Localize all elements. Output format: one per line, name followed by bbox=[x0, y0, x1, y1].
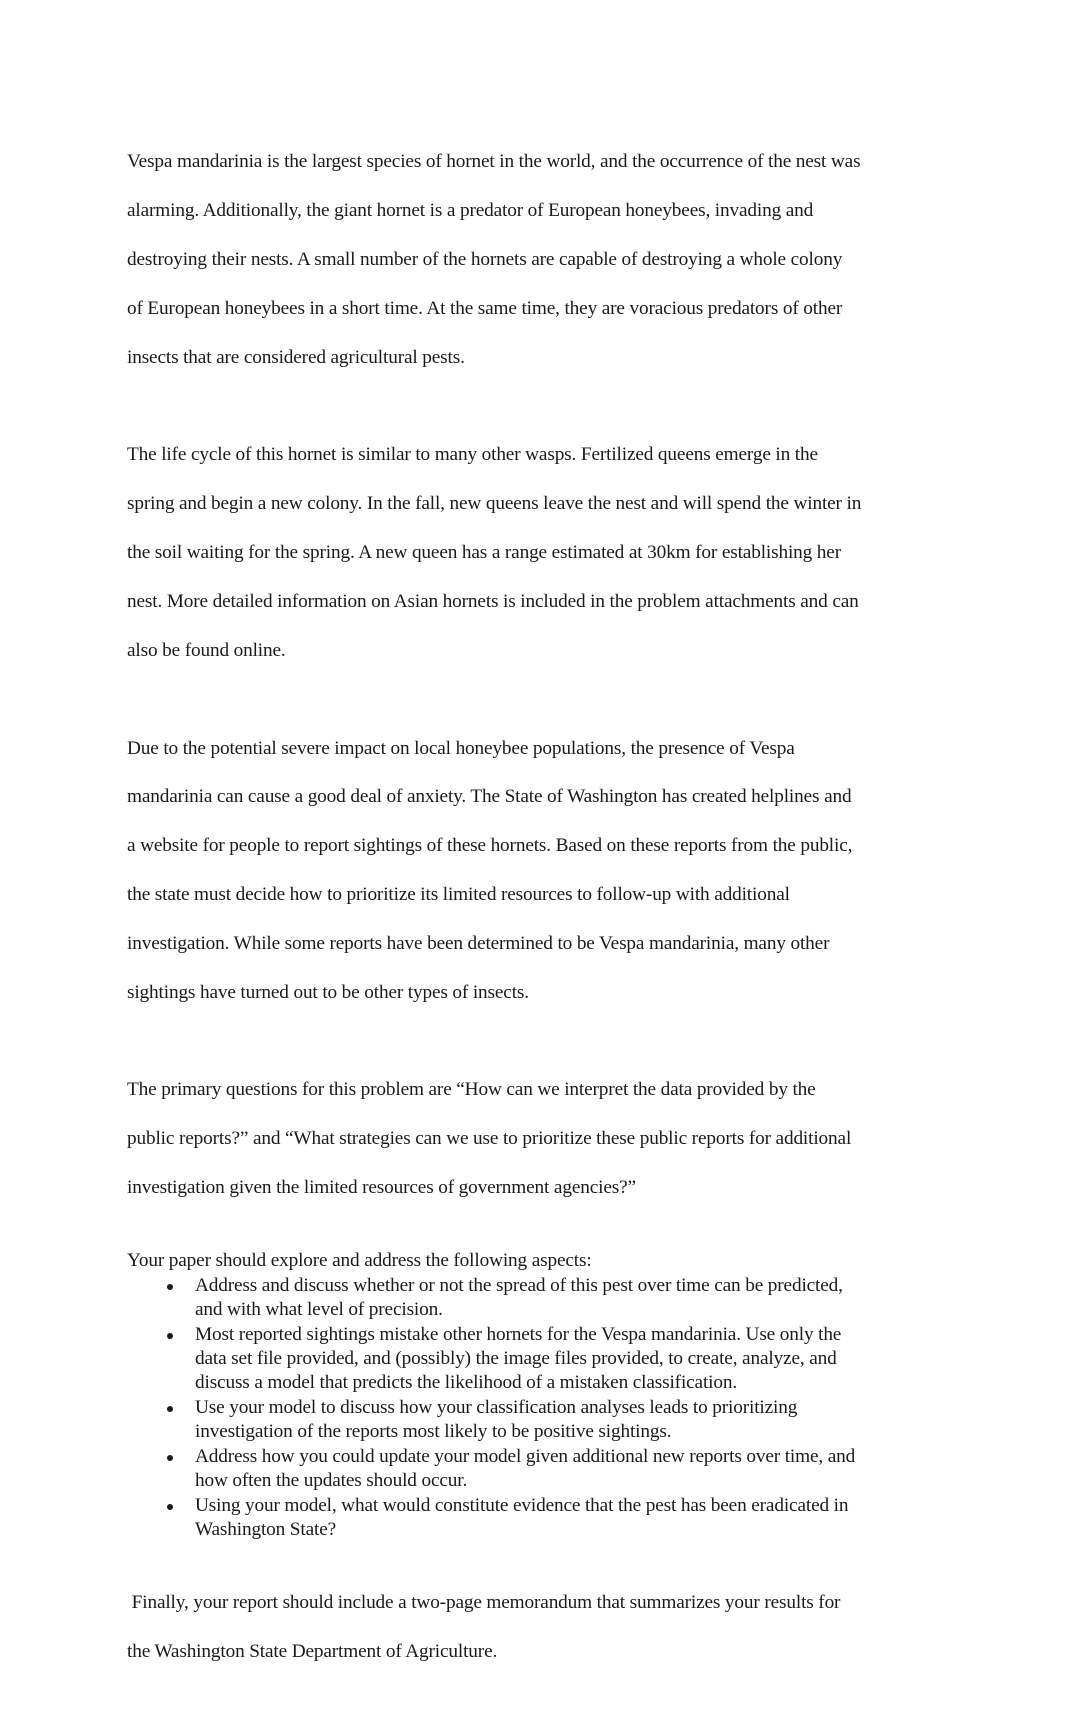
text-line: The primary questions for this problem are “How can we interpret the data provided by the bbox=[127, 1079, 816, 1101]
text-line: The life cycle of this hornet is similar to many other wasps. Fertilized queens emerge in the bbox=[127, 444, 818, 466]
text-line: Due to the potential severe impact on local honeybee populations, the presence of Vespa bbox=[127, 737, 795, 759]
text-line: Finally, your report should include a two-page memorandum that summarizes your results for bbox=[127, 1592, 841, 1614]
text-line: nest. More detailed information on Asian hornets is included in the problem attachments and can bbox=[127, 590, 859, 612]
list-item bbox=[127, 1494, 957, 1543]
text-line: data set file provided, and (possibly) the image files provided, to create, analyze, and bbox=[195, 1348, 837, 1370]
bullet-icon bbox=[167, 1504, 173, 1510]
text-line: spring and begin a new colony. In the fall, new queens leave the nest and will spend the winter in bbox=[127, 493, 862, 515]
bullet-icon bbox=[167, 1333, 173, 1339]
paragraph-closing bbox=[127, 1567, 957, 1689]
text-line: investigation of the reports most likely to be positive sightings. bbox=[195, 1421, 672, 1443]
text-line: sightings have turned out to be other types of insects. bbox=[127, 981, 529, 1003]
text-line: mandarinia can cause a good deal of anxiety. The State of Washington has created helplines and bbox=[127, 786, 852, 808]
text-line: discuss a model that predicts the likelihood of a mistaken classification. bbox=[195, 1372, 738, 1394]
text-line: Vespa mandarinia is the largest species of hornet in the world, and the occurrence of the nest was bbox=[127, 151, 861, 173]
text-line: the state must decide how to prioritize its limited resources to follow-up with additional bbox=[127, 883, 790, 905]
text-line: of European honeybees in a short time. At the same time, they are voracious predators of other bbox=[127, 297, 843, 319]
text-line: investigation given the limited resources of government agencies?” bbox=[127, 1177, 636, 1199]
list-item bbox=[127, 1445, 957, 1494]
text-line: Using your model, what would constitute evidence that the pest has been eradicated in bbox=[195, 1494, 849, 1516]
list-item bbox=[127, 1274, 957, 1323]
list-item bbox=[127, 1396, 957, 1445]
text-line: and with what level of precision. bbox=[195, 1299, 443, 1321]
bullet-icon bbox=[167, 1284, 173, 1290]
text-line: investigation. While some reports have been determined to be Vespa mandarinia, many other bbox=[127, 932, 830, 954]
text-line: a website for people to report sightings of these hornets. Based on these reports from the public, bbox=[127, 835, 853, 857]
paragraph-vespa-intro bbox=[127, 126, 957, 394]
text-line: Address and discuss whether or not the spread of this pest over time can be predicted, bbox=[195, 1274, 843, 1296]
list-item bbox=[127, 1323, 957, 1396]
text-line: Most reported sightings mistake other hornets for the Vespa mandarinia. Use only the bbox=[195, 1323, 842, 1345]
text-line: public reports?” and “What strategies can we use to prioritize these public reports for additional bbox=[127, 1128, 852, 1150]
text-line: alarming. Additionally, the giant hornet is a predator of European honeybees, invading and bbox=[127, 200, 814, 222]
aspects-list bbox=[127, 1274, 957, 1542]
text-line: how often the updates should occur. bbox=[195, 1470, 468, 1492]
text-line: Address how you could update your model given additional new reports over time, and bbox=[195, 1445, 856, 1467]
text-line: the soil waiting for the spring. A new queen has a range estimated at 30km for establishing her bbox=[127, 542, 841, 564]
paragraph-public-reports bbox=[127, 712, 957, 1029]
list-intro: Your paper should explore and address the following aspects: bbox=[127, 1250, 592, 1272]
bullet-icon bbox=[167, 1406, 173, 1412]
paragraph-life-cycle bbox=[127, 419, 957, 687]
text-line: insects that are considered agricultural pests. bbox=[127, 346, 465, 368]
bullet-icon bbox=[167, 1455, 173, 1461]
text-line: the Washington State Department of Agriculture. bbox=[127, 1641, 498, 1663]
document-page bbox=[127, 126, 957, 1714]
paragraph-primary-questions bbox=[127, 1054, 957, 1225]
text-line: destroying their nests. A small number of the hornets are capable of destroying a whole colony bbox=[127, 249, 843, 271]
text-line: also be found online. bbox=[127, 639, 286, 661]
text-line: Use your model to discuss how your classification analyses leads to prioritizing bbox=[195, 1396, 798, 1418]
text-line: Washington State? bbox=[195, 1518, 337, 1540]
